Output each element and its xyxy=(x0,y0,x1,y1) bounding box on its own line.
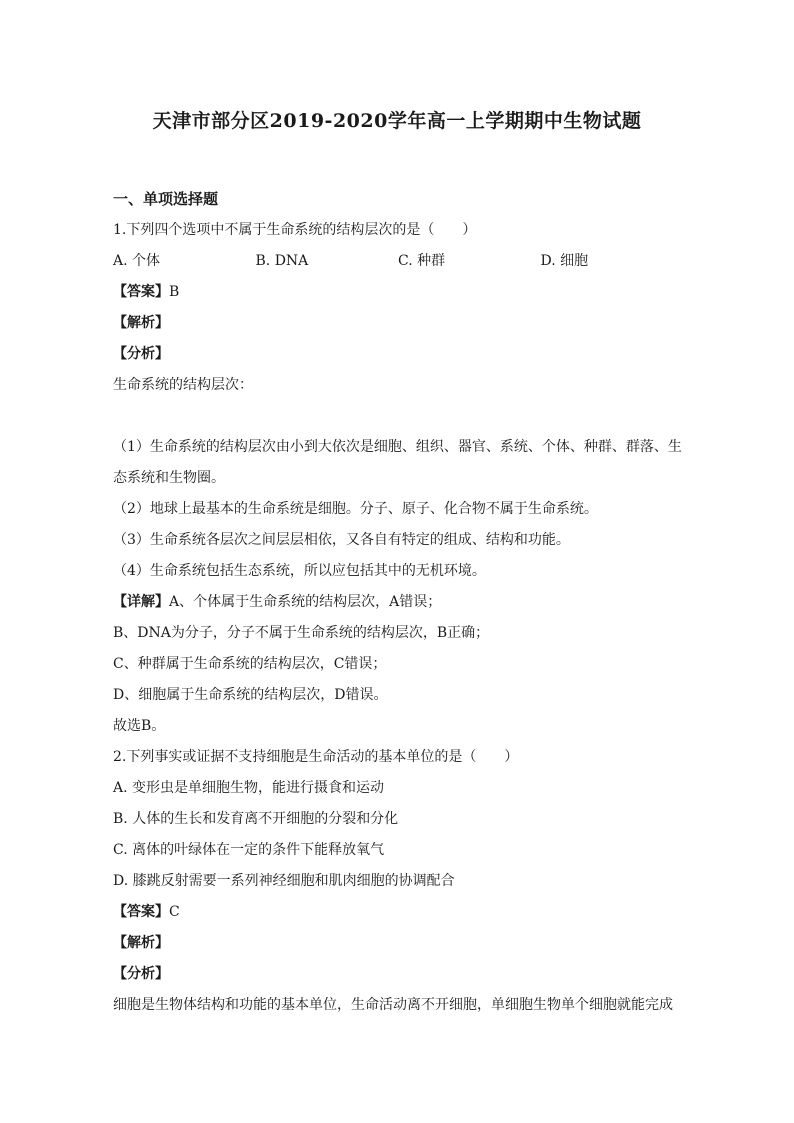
question-1-stem: 1.下列四个选项中不属于生命系统的结构层次的是（ ） xyxy=(113,222,477,238)
option-c: C. 种群 xyxy=(398,253,446,269)
section-heading: 一、单项选择题 xyxy=(113,190,219,208)
point-line: 态系统和生物圈。 xyxy=(113,470,225,486)
option-a: A. 变形虫是单细胞生物，能进行摄食和运动 xyxy=(113,780,385,796)
option-d: D. 细胞 xyxy=(540,253,589,269)
question-2-answer xyxy=(113,897,683,928)
question-2-stem: 2.下列事实或证据不支持细胞是生命活动的基本单位的是（ ） xyxy=(113,749,519,765)
fenxi-label: 【分析】 xyxy=(113,346,169,362)
option-a: A. 个体 xyxy=(113,253,161,269)
spacer xyxy=(113,401,683,432)
option-b: B. 人体的生长和发育离不开细胞的分裂和分化 xyxy=(113,811,399,827)
fenxi-label: 【分析】 xyxy=(113,966,169,982)
detail-text: A、个体属于生命系统的结构层次，A错误； xyxy=(169,594,442,610)
option-c: C. 离体的叶绿体在一定的条件下能释放氧气 xyxy=(113,842,385,858)
detail-line: C、种群属于生命系统的结构层次，C错误； xyxy=(113,656,387,672)
analysis-label: 【解析】 xyxy=(113,935,169,951)
answer-label: 【答案】 xyxy=(113,284,169,300)
point-line: （2）地球上最基本的生命系统是细胞。分子、原子、化合物不属于生命系统。 xyxy=(113,501,598,517)
answer-value: B xyxy=(169,284,180,300)
analysis-label: 【解析】 xyxy=(113,315,169,331)
point-line: （3）生命系统各层次之间层层相依，又各自有特定的组成、结构和功能。 xyxy=(113,532,570,548)
answer-label: 【答案】 xyxy=(113,904,169,920)
question-1-options xyxy=(113,246,683,277)
detail-line xyxy=(113,587,683,618)
page-title: 天津市部分区2019-2020学年高一上学期期中生物试题 xyxy=(152,110,642,132)
detail-line: 故选B。 xyxy=(113,718,166,734)
document-body xyxy=(113,184,683,1021)
point-line: （1）生命系统的结构层次由小到大依次是细胞、组织、器官、系统、个体、种群、群落、生 xyxy=(113,439,682,455)
fenxi-intro: 生命系统的结构层次： xyxy=(113,377,253,393)
detail-line: D、细胞属于生命系统的结构层次，D错误。 xyxy=(113,687,388,703)
fenxi-text: 细胞是生物体结构和功能的基本单位，生命活动离不开细胞，单细胞生物单个细胞就能完成 xyxy=(113,997,673,1013)
answer-value: C xyxy=(169,904,180,920)
question-1-answer xyxy=(113,277,683,308)
detail-label: 【详解】 xyxy=(113,594,169,610)
point-line: （4）生命系统包括生态系统，所以应包括其中的无机环境。 xyxy=(113,563,486,579)
option-d: D. 膝跳反射需要一系列神经细胞和肌肉细胞的协调配合 xyxy=(113,873,455,889)
detail-line: B、DNA为分子，分子不属于生命系统的结构层次，B正确； xyxy=(113,625,490,641)
option-b: B. DNA xyxy=(255,253,309,269)
